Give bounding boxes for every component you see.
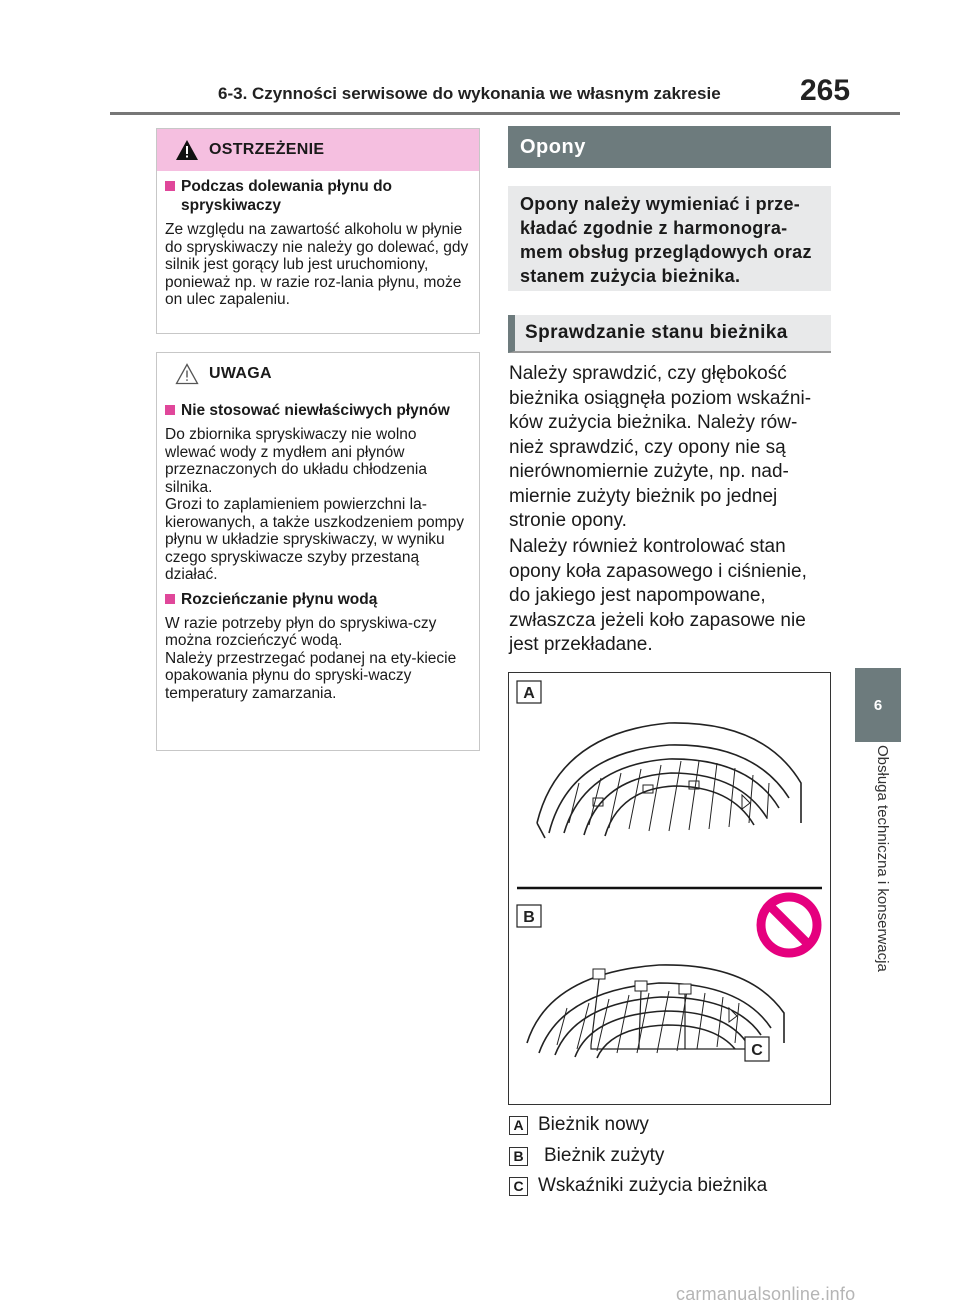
header-divider bbox=[110, 112, 900, 115]
figure-label-c: C bbox=[751, 1042, 763, 1059]
figure-label-b: B bbox=[523, 909, 535, 926]
notice-box bbox=[156, 352, 480, 751]
notice-text-3: W razie potrzeby płyn do spryskiwa-czy można rozcieńczyć wodą. bbox=[165, 614, 437, 649]
legend-text-c: Wskaźniki zużycia bieżnika bbox=[538, 1175, 768, 1196]
figure-label-a: A bbox=[523, 685, 535, 702]
legend-text-b: Bieżnik zużyty bbox=[544, 1145, 665, 1166]
chapter-tab: 6 bbox=[855, 668, 901, 742]
legend-item-b bbox=[509, 1145, 664, 1167]
warning-subheading: Podczas dolewania płynu do spryskiwaczy bbox=[165, 177, 471, 215]
warning-heading: OSTRZEŻENIE bbox=[209, 141, 325, 158]
prohibition-icon bbox=[761, 897, 817, 953]
section-title: Opony bbox=[508, 126, 831, 168]
notice-text-1: Do zbiornika spryskiwaczy nie wolno wlewać wody z mydłem ani płynów przeznaczonych do układu chłodzenia silnika. bbox=[165, 426, 427, 496]
warning-triangle-icon bbox=[175, 139, 199, 161]
legend-text-a: Bieżnik nowy bbox=[538, 1114, 649, 1135]
watermark: carmanualsonline.info bbox=[676, 1284, 856, 1304]
notice-heading: UWAGA bbox=[209, 365, 272, 382]
warning-box bbox=[156, 128, 480, 334]
body-paragraph-2: Należy również kontrolować stan opony koła zapasowego i ciśnienie, do jakiego jest napompowane, zwłaszcza jeżeli koło zapasowe nie jest przekładane. bbox=[509, 536, 807, 655]
subsection-title: Sprawdzanie stanu bieżnika bbox=[508, 315, 831, 353]
tire-illustration bbox=[509, 673, 830, 1104]
notice-header bbox=[157, 353, 479, 395]
legend-item-a bbox=[509, 1114, 649, 1136]
bullet-square-icon bbox=[165, 594, 175, 604]
notice-subheading-2: Rozcieńczanie płynu wodą bbox=[165, 590, 471, 609]
page-number: 265 bbox=[800, 74, 851, 107]
caution-triangle-icon bbox=[175, 363, 199, 385]
new-tread-tire bbox=[537, 723, 801, 838]
chapter-tab-label: Obsługa techniczna i konserwacja bbox=[874, 745, 891, 972]
tire-tread-figure bbox=[508, 672, 831, 1105]
page-header-title: 6-3. Czynności serwisowe do wykonania we własnym zakresie bbox=[218, 84, 721, 103]
notice-text-2: Grozi to zaplamieniem powierzchni la-kierowanych, a także uszkodzeniem pompy płynu w układzie spryskiwaczy, w wyniku czego spryskiwacze szyby przestaną działać. bbox=[165, 496, 464, 583]
section-intro: Opony należy wymieniać i prze-kładać zgodnie z harmonogra-mem obsług przeglądowych oraz stanem zużycia bieżnika. bbox=[508, 186, 831, 291]
bullet-square-icon bbox=[165, 405, 175, 415]
legend-item-c bbox=[509, 1175, 767, 1197]
body-paragraph-1: Należy sprawdzić, czy głębokość bieżnika osiągnęła poziom wskaźni-ków zużycia bieżnika. Należy rów-nież sprawdzić, czy opony nie są nierównomiernie zużyte, np. nad-miernie zużyty bieżnik po jednej stronie opony. bbox=[509, 363, 812, 531]
legend-key-b: B bbox=[509, 1147, 528, 1166]
bullet-square-icon bbox=[165, 181, 175, 191]
notice-subheading-1: Nie stosować niewłaściwych płynów bbox=[165, 401, 471, 420]
notice-text-4: Należy przestrzegać podanej na ety-kiecie opakowania płynu do spryski-waczy temperatury zamarzania. bbox=[165, 649, 457, 702]
warning-text: Ze względu na zawartość alkoholu w płynie do spryskiwaczy nie należy go dolewać, gdy silnik jest gorący lub jest uruchomiony, ponieważ np. w razie roz-lania płynu, może on ulec zapaleniu. bbox=[165, 221, 469, 308]
legend-key-a: A bbox=[509, 1116, 528, 1135]
legend-key-c: C bbox=[509, 1177, 528, 1196]
warning-header bbox=[157, 129, 479, 171]
